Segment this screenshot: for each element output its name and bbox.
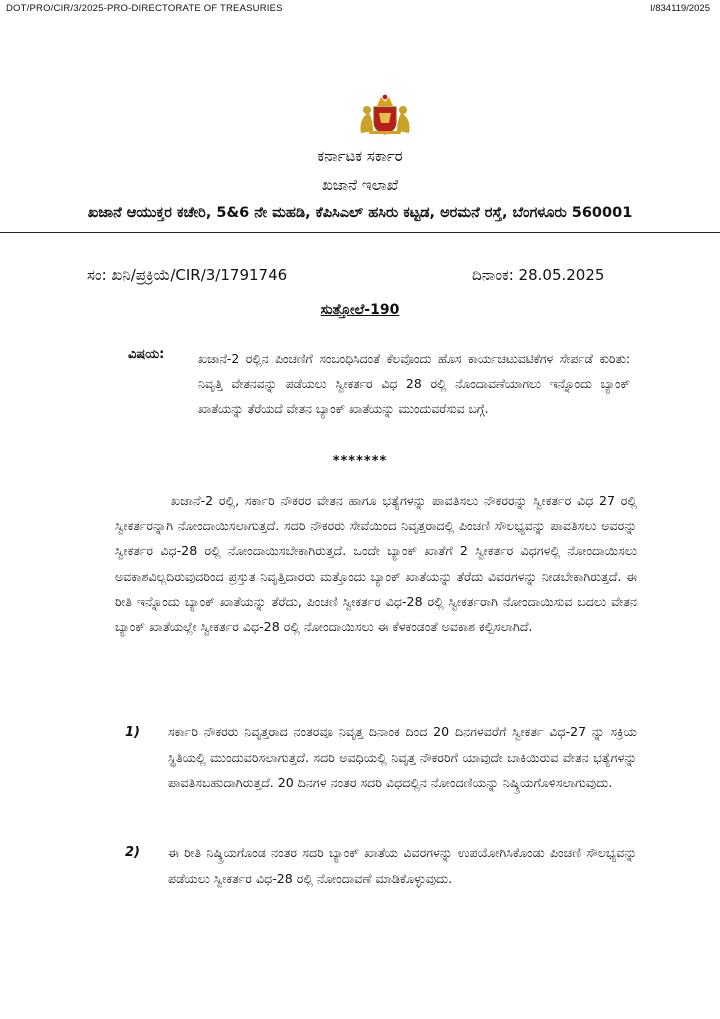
- body-paragraph: ಖಜಾನೆ-2 ರಲ್ಲಿ, ಸರ್ಕಾರಿ ನೌಕರರ ವೇತನ ಹಾಗೂ ಭತ್ಯೆಗಳನ್ನು ಪಾವತಿಸಲು ನೌಕರರನ್ನು ಸ್ವೀಕರ್ತರ ವಿಧ 27 ರಲ್ಲಿ ಸ್ವೀಕರ್ತರನ್ನಾಗಿ ನೋಂದಾಯಿಸಲಾಗುತ್ತದೆ. ಸದರಿ ನೌಕರರು ಸೇವೆಯಿಂದ ನಿವೃತ್ತರಾದಲ್ಲಿ ಪಿಂಚಣಿ ಸೌಲಭ್ಯವನ್ನು ಪಾವತಿಸಲು ಅವರನ್ನು ಸ್ವೀಕರ್ತರ ವಿಧ-28 ರಲ್ಲಿ ನೋಂದಾಯಿಸಬೇಕಾಗಿರುತ್ತದೆ. ಒಂದೇ ಬ್ಯಾಂಕ್ ಖಾತೆಗೆ 2 ಸ್ವೀಕರ್ತರ ವಿಧಗಳಲ್ಲಿ ನೋಂದಾಯಿಸಲು ಅವಕಾಶವಿಲ್ಲದಿರುವುದರಿಂದ ಪ್ರಸ್ತುತ ನಿವೃತ್ತಿದಾರರು ಮತ್ತೊಂದು ಬ್ಯಾಂಕ್ ಖಾತೆಯನ್ನು ತೆರೆದು ವಿವರಗಳನ್ನು ನೀಡಬೇಕಾಗಿರುತ್ತದೆ. ಈ ರೀತಿ ಇನ್ನೊಂದು ಬ್ಯಾಂಕ್ ಖಾತೆಯನ್ನು ತೆರೆದು, ಪಿಂಚಣಿ ಸ್ವೀಕರ್ತರ ವಿಧ-28 ರಲ್ಲಿ ಸ್ವೀಕರ್ತರಾಗಿ ನೋಂದಾಯಿಸುವ ಬದಲು ವೇತನ ಬ್ಯಾಂಕ್ ಖಾತೆಯಲ್ಲೇ ಸ್ವೀಕರ್ತರ ವಿಧ-28 ರಲ್ಲಿ ನೋಂದಾಯಿಸಲು ಈ ಕೆಳಕಂಡಂತೆ ಅವಕಾಶ ಕಲ್ಪಿಸಲಾಗಿದೆ.: [115, 493, 637, 635]
- circular-title-text: ಸುತ್ತೋಲೆ-190: [320, 302, 400, 318]
- office-address: ಖಜಾನೆ ಆಯುಕ್ತರ ಕಚೇರಿ, 5&6 ನೇ ಮಹಡಿ, ಕೆಪಿಸಿಎಲ್ ಹಸಿರು ಕಟ್ಟಡ, ಅರಮನೆ ರಸ್ತೆ, ಬೆಂಗಳೂರು 560001: [87, 205, 633, 221]
- subject-label: ವಿಷಯ:: [128, 347, 165, 362]
- list-item: ಸರ್ಕಾರಿ ನೌಕರರು ನಿವೃತ್ತರಾದ ನಂತರವೂ ನಿವೃತ್ತ ದಿನಾಂಕ ದಿಂದ 20 ದಿನಗಳವರೆಗೆ ಸ್ವೀಕರ್ತ ವಿಧ-27 ನ್ನು ಸಕ್ರಿಯ ಸ್ಥಿತಿಯಲ್ಲಿ ಮುಂದುವರಿಸಲಾಗುತ್ತದೆ. ಸದರಿ ಅವಧಿಯಲ್ಲಿ ನಿವೃತ್ತ ನೌಕರರಿಗೆ ಯಾವುದೇ ಬಾಕಿಯಿರುವ ವೇತನ ಭತ್ಯೆಗಳನ್ನು ಪಾವತಿಸಬಹುದಾಗಿರುತ್ತದೆ. 20 ದಿನಗಳ ನಂತರ ಸದರಿ ವಿಧದಲ್ಲಿನ ನೋಂದಣಿಯನ್ನು ನಿಷ್ಕ್ರಿಯಗೊಳಿಸಲಾಗುವುದು.: [168, 724, 637, 790]
- circular-title: [0, 302, 720, 318]
- separator: *******: [332, 454, 388, 469]
- circular-date: ದಿನಾಂಕ: 28.05.2025: [472, 266, 605, 284]
- inward-number: I/834119/2025: [649, 3, 710, 14]
- department-name: ಖಜಾನೆ ಇಲಾಖೆ: [321, 176, 399, 194]
- header-divider: [0, 232, 720, 233]
- subject-text: ಖಜಾನೆ-2 ರಲ್ಲಿನ ಪಿಂಚಣಿಗೆ ಸಂಬಂಧಿಸಿದಂತೆ ಕೆಲವೊಂದು ಹೊಸ ಕಾರ್ಯಚಟುವಟಿಕೆಗಳ ಸೇರ್ಪಡೆ ಕುರಿತು: ನಿವೃತ್ತಿ ವೇತನವನ್ನು ಪಡೆಯಲು ಸ್ವೀಕರ್ತರ ವಿಧ 28 ರಲ್ಲಿ ನೊಂದಾವಣೆಯಾಗಲು ಇನ್ನೊಂದು ಬ್ಯಾಂಕ್ ಖಾತೆಯನ್ನು ತೆರೆಯದೆ ವೇತನ ಬ್ಯಾಂಕ್ ಖಾತೆಯನ್ನು ಮುಂದುವರೆಸುವ ಬಗ್ಗೆ.: [198, 352, 630, 416]
- reference-number: ಸಂ: ಖನಿ/ಪ್ರಕ್ರಿಯೆ/CIR/3/1791746: [87, 266, 288, 284]
- document-code: DOT/PRO/CIR/3/2025-PRO-DIRECTORATE OF TREASURIES: [6, 3, 283, 14]
- item-number: 1): [125, 725, 140, 740]
- list-item: ಈ ರೀತಿ ನಿಷ್ಕ್ರಿಯಗೊಂಡ ನಂತರ ಸದರಿ ಬ್ಯಾಂಕ್ ಖಾತೆಯ ವಿವರಗಳನ್ನು ಉಪಯೋಗಿಸಿಕೊಂಡು ಪಿಂಚಣಿ ಸೌಲಭ್ಯವನ್ನು ಪಡೆಯಲು ಸ್ವೀಕರ್ತರ ವಿಧ-28 ರಲ್ಲಿ ನೋಂದಾವಣೆ ಮಾಡಿಕೊಳ್ಳುವುದು.: [168, 845, 637, 886]
- karnataka-emblem-icon: [355, 93, 415, 135]
- government-name: ಕರ್ನಾಟಕ ಸರ್ಕಾರ: [317, 147, 403, 165]
- item-number: 2): [125, 845, 140, 860]
